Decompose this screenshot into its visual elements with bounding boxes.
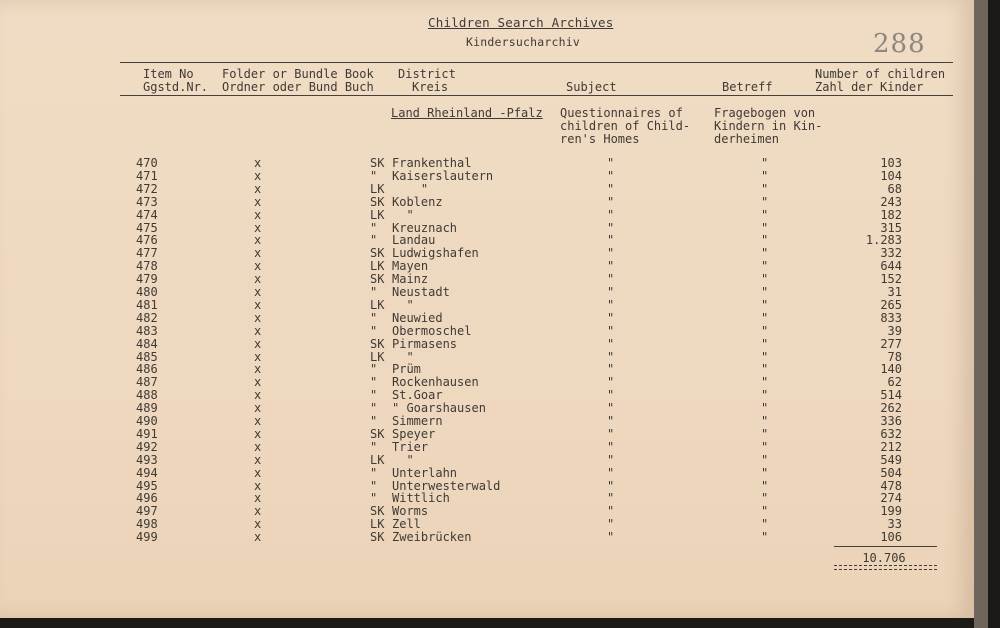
row-betreff-ditto: " <box>761 478 769 493</box>
document-subtitle: Kindersucharchiv <box>466 35 580 49</box>
row-district-type: SK <box>370 272 385 287</box>
row-child-count: 31 <box>887 285 902 299</box>
row-district-name: Kaiserslautern <box>392 168 494 183</box>
row-item-number: 491 <box>136 426 158 441</box>
row-subject-ditto: " <box>607 323 615 338</box>
total-rule <box>834 546 937 547</box>
row-child-count: 833 <box>880 310 902 325</box>
row-folder-mark: x <box>254 465 262 480</box>
row-folder-mark: x <box>254 530 262 545</box>
row-child-count: 103 <box>880 156 902 170</box>
row-item-number: 496 <box>136 491 158 506</box>
header-district-en: District <box>398 67 456 81</box>
row-subject-ditto: " <box>607 220 615 235</box>
row-subject-ditto: " <box>607 272 615 287</box>
row-betreff-ditto: " <box>761 336 769 351</box>
row-district-name: Wittlich <box>392 491 450 506</box>
row-betreff-ditto: " <box>761 530 769 545</box>
row-subject-ditto: " <box>607 336 615 351</box>
row-district-type: SK <box>370 336 385 351</box>
row-item-number: 499 <box>136 530 158 545</box>
row-betreff-ditto: " <box>761 349 769 364</box>
row-child-count: 78 <box>887 349 902 364</box>
row-folder-mark: x <box>254 168 262 183</box>
row-item-number: 486 <box>136 362 158 377</box>
row-betreff-ditto: " <box>761 388 769 403</box>
row-district-type: LK <box>370 517 385 532</box>
row-child-count: 212 <box>880 439 902 454</box>
header-folder-en: Folder or Bundle Book <box>222 67 374 81</box>
row-item-number: 489 <box>136 401 158 416</box>
row-folder-mark: x <box>254 233 262 248</box>
row-subject-ditto: " <box>607 517 615 532</box>
row-child-count: 199 <box>880 504 902 519</box>
row-item-number: 481 <box>136 297 158 312</box>
row-child-count: 514 <box>880 388 902 403</box>
row-district-type: SK <box>370 194 385 209</box>
row-district-name: Zweibrücken <box>392 530 472 545</box>
header-item-de: Ggstd.Nr. <box>143 80 209 94</box>
row-child-count: 1.283 <box>865 233 902 248</box>
row-folder-mark: x <box>254 426 262 441</box>
row-child-count: 277 <box>880 336 902 351</box>
row-folder-mark: x <box>254 272 262 287</box>
row-subject-ditto: " <box>607 297 615 312</box>
row-folder-mark: x <box>254 517 262 532</box>
row-child-count: 140 <box>880 362 902 377</box>
row-folder-mark: x <box>254 349 262 364</box>
row-district-name: Koblenz <box>392 194 443 209</box>
row-folder-mark: x <box>254 285 262 299</box>
row-district-type: " <box>370 310 378 325</box>
subject-line-1: Questionnaires of <box>560 106 683 120</box>
row-district-name: " Goarshausen <box>392 401 486 416</box>
row-betreff-ditto: " <box>761 517 769 532</box>
row-betreff-ditto: " <box>761 272 769 287</box>
row-betreff-ditto: " <box>761 491 769 506</box>
row-betreff-ditto: " <box>761 310 769 325</box>
row-district-type: SK <box>370 246 385 261</box>
page-number: 288 <box>873 29 926 59</box>
row-child-count: 68 <box>887 181 902 196</box>
row-district-type: LK <box>370 259 385 274</box>
row-subject-ditto: " <box>607 259 615 274</box>
row-betreff-ditto: " <box>761 465 769 480</box>
row-district-name: " <box>392 297 414 312</box>
row-betreff-ditto: " <box>761 181 769 196</box>
row-item-number: 471 <box>136 168 158 183</box>
document-title: Children Search Archives <box>428 15 614 30</box>
row-district-type: " <box>370 285 378 299</box>
row-district-type: SK <box>370 530 385 545</box>
row-district-type: LK <box>370 297 385 312</box>
row-district-name: " <box>392 349 414 364</box>
row-district-name: St.Goar <box>392 388 443 403</box>
row-betreff-ditto: " <box>761 375 769 390</box>
row-subject-ditto: " <box>607 156 615 170</box>
row-folder-mark: x <box>254 259 262 274</box>
row-subject-ditto: " <box>607 233 615 248</box>
subject-line-3: ren's Homes <box>560 132 640 146</box>
row-subject-ditto: " <box>607 530 615 545</box>
row-child-count: 104 <box>880 168 902 183</box>
row-betreff-ditto: " <box>761 414 769 428</box>
row-item-number: 470 <box>136 156 158 170</box>
subject-line-2: children of Child- <box>560 119 691 133</box>
header-betreff: Betreff <box>722 80 773 94</box>
row-district-name: Kreuznach <box>392 220 458 235</box>
row-subject-ditto: " <box>607 285 615 299</box>
row-subject-ditto: " <box>607 349 615 364</box>
row-district-type: " <box>370 375 378 390</box>
row-subject-ditto: " <box>607 465 615 480</box>
row-district-name: Unterwesterwald <box>392 478 501 493</box>
row-subject-ditto: " <box>607 504 615 519</box>
header-district-de: Kreis <box>412 80 449 94</box>
row-district-type: LK <box>370 452 385 467</box>
row-district-type: " <box>370 401 378 416</box>
row-folder-mark: x <box>254 452 262 467</box>
row-district-type: " <box>370 168 378 183</box>
row-child-count: 152 <box>880 272 902 287</box>
row-folder-mark: x <box>254 246 262 261</box>
row-folder-mark: x <box>254 388 262 403</box>
row-child-count: 106 <box>880 530 902 545</box>
page-edge <box>974 0 988 628</box>
row-folder-mark: x <box>254 207 262 222</box>
row-district-type: " <box>370 323 378 338</box>
row-folder-mark: x <box>254 310 262 325</box>
row-district-name: Obermoschel <box>392 323 472 338</box>
row-district-name: Ludwigshafen <box>392 246 479 261</box>
row-folder-mark: x <box>254 478 262 493</box>
row-item-number: 490 <box>136 414 158 428</box>
row-district-name: Frankenthal <box>392 156 472 170</box>
row-district-type: " <box>370 362 378 377</box>
row-folder-mark: x <box>254 375 262 390</box>
row-child-count: 644 <box>880 259 902 274</box>
row-item-number: 485 <box>136 349 158 364</box>
row-district-type: SK <box>370 156 385 170</box>
row-item-number: 497 <box>136 504 158 519</box>
row-child-count: 336 <box>880 414 902 428</box>
row-subject-ditto: " <box>607 478 615 493</box>
row-district-type: " <box>370 491 378 506</box>
row-folder-mark: x <box>254 297 262 312</box>
row-folder-mark: x <box>254 156 262 170</box>
row-district-type: LK <box>370 349 385 364</box>
row-district-type: " <box>370 233 378 248</box>
row-item-number: 483 <box>136 323 158 338</box>
row-district-type: SK <box>370 504 385 519</box>
row-item-number: 480 <box>136 285 158 299</box>
row-subject-ditto: " <box>607 375 615 390</box>
row-child-count: 315 <box>880 220 902 235</box>
row-child-count: 274 <box>880 491 902 506</box>
row-district-name: Landau <box>392 233 436 248</box>
row-district-type: LK <box>370 181 385 196</box>
row-child-count: 504 <box>880 465 902 480</box>
row-folder-mark: x <box>254 220 262 235</box>
row-subject-ditto: " <box>607 452 615 467</box>
row-child-count: 262 <box>880 401 902 416</box>
row-district-type: " <box>370 465 378 480</box>
header-number-de: Zahl der Kinder <box>815 80 924 94</box>
row-betreff-ditto: " <box>761 504 769 519</box>
row-child-count: 33 <box>887 517 902 532</box>
row-item-number: 478 <box>136 259 158 274</box>
row-folder-mark: x <box>254 439 262 454</box>
row-betreff-ditto: " <box>761 207 769 222</box>
row-folder-mark: x <box>254 362 262 377</box>
row-child-count: 243 <box>880 194 902 209</box>
row-subject-ditto: " <box>607 401 615 416</box>
row-district-name: " <box>392 181 429 196</box>
row-child-count: 478 <box>880 478 902 493</box>
header-number-en: Number of children <box>815 67 946 81</box>
region-heading: Land Rheinland -Pfalz <box>391 106 543 120</box>
row-subject-ditto: " <box>607 362 615 377</box>
row-district-type: LK <box>370 207 385 222</box>
row-district-name: Speyer <box>392 426 436 441</box>
row-folder-mark: x <box>254 336 262 351</box>
row-item-number: 473 <box>136 194 158 209</box>
row-subject-ditto: " <box>607 310 615 325</box>
row-child-count: 632 <box>880 426 902 441</box>
row-betreff-ditto: " <box>761 439 769 454</box>
row-item-number: 476 <box>136 233 158 248</box>
row-district-name: Neuwied <box>392 310 443 325</box>
row-item-number: 494 <box>136 465 158 480</box>
row-district-name: Neustadt <box>392 285 450 299</box>
row-child-count: 265 <box>880 297 902 312</box>
row-district-name: Worms <box>392 504 429 519</box>
row-district-name: Simmern <box>392 414 443 428</box>
row-subject-ditto: " <box>607 246 615 261</box>
row-betreff-ditto: " <box>761 156 769 170</box>
header-subject: Subject <box>566 80 617 94</box>
row-district-name: Prüm <box>392 362 421 377</box>
row-district-name: Zell <box>392 517 421 532</box>
row-folder-mark: x <box>254 414 262 428</box>
row-item-number: 479 <box>136 272 158 287</box>
header-top-rule <box>120 62 953 63</box>
row-item-number: 487 <box>136 375 158 390</box>
row-district-type: " <box>370 439 378 454</box>
row-folder-mark: x <box>254 194 262 209</box>
row-subject-ditto: " <box>607 414 615 428</box>
row-subject-ditto: " <box>607 194 615 209</box>
row-district-name: Unterlahn <box>392 465 458 480</box>
row-betreff-ditto: " <box>761 362 769 377</box>
betreff-line-3: derheimen <box>714 132 780 146</box>
row-subject-ditto: " <box>607 388 615 403</box>
row-subject-ditto: " <box>607 207 615 222</box>
row-folder-mark: x <box>254 504 262 519</box>
row-betreff-ditto: " <box>761 401 769 416</box>
row-betreff-ditto: " <box>761 233 769 248</box>
row-child-count: 62 <box>887 375 902 390</box>
row-folder-mark: x <box>254 401 262 416</box>
row-district-name: Mainz <box>392 272 429 287</box>
row-district-type: " <box>370 414 378 428</box>
header-item-en: Item No <box>143 67 194 81</box>
row-item-number: 492 <box>136 439 158 454</box>
row-item-number: 477 <box>136 246 158 261</box>
header-folder-de: Ordner oder Bund Buch <box>222 80 374 94</box>
row-district-type: " <box>370 220 378 235</box>
row-district-name: Mayen <box>392 259 429 274</box>
row-betreff-ditto: " <box>761 220 769 235</box>
row-betreff-ditto: " <box>761 259 769 274</box>
row-subject-ditto: " <box>607 426 615 441</box>
row-item-number: 495 <box>136 478 158 493</box>
row-betreff-ditto: " <box>761 452 769 467</box>
row-subject-ditto: " <box>607 181 615 196</box>
row-betreff-ditto: " <box>761 194 769 209</box>
row-folder-mark: x <box>254 323 262 338</box>
betreff-line-2: Kindern in Kin- <box>714 119 823 133</box>
total-count: 10.706 <box>862 551 906 565</box>
row-folder-mark: x <box>254 181 262 196</box>
row-district-name: " <box>392 452 414 467</box>
row-subject-ditto: " <box>607 439 615 454</box>
row-child-count: 182 <box>880 207 902 222</box>
row-betreff-ditto: " <box>761 168 769 183</box>
row-district-type: SK <box>370 426 385 441</box>
row-betreff-ditto: " <box>761 246 769 261</box>
row-item-number: 493 <box>136 452 158 467</box>
header-bottom-rule <box>120 95 953 96</box>
row-folder-mark: x <box>254 491 262 506</box>
betreff-line-1: Fragebogen von <box>714 106 816 120</box>
row-child-count: 332 <box>880 246 902 261</box>
row-item-number: 474 <box>136 207 158 222</box>
row-item-number: 475 <box>136 220 158 235</box>
row-item-number: 472 <box>136 181 158 196</box>
row-subject-ditto: " <box>607 491 615 506</box>
row-district-name: Pirmasens <box>392 336 458 351</box>
row-district-name: " <box>392 207 414 222</box>
row-district-type: " <box>370 388 378 403</box>
row-betreff-ditto: " <box>761 297 769 312</box>
row-district-type: " <box>370 478 378 493</box>
row-child-count: 39 <box>887 323 902 338</box>
row-subject-ditto: " <box>607 168 615 183</box>
row-district-name: Trier <box>392 439 429 454</box>
row-betreff-ditto: " <box>761 285 769 299</box>
row-item-number: 484 <box>136 336 158 351</box>
row-child-count: 549 <box>880 452 902 467</box>
row-district-name: Rockenhausen <box>392 375 479 390</box>
row-betreff-ditto: " <box>761 426 769 441</box>
row-betreff-ditto: " <box>761 323 769 338</box>
row-item-number: 482 <box>136 310 158 325</box>
row-item-number: 498 <box>136 517 158 532</box>
row-item-number: 488 <box>136 388 158 403</box>
total-double-underline <box>834 565 937 570</box>
